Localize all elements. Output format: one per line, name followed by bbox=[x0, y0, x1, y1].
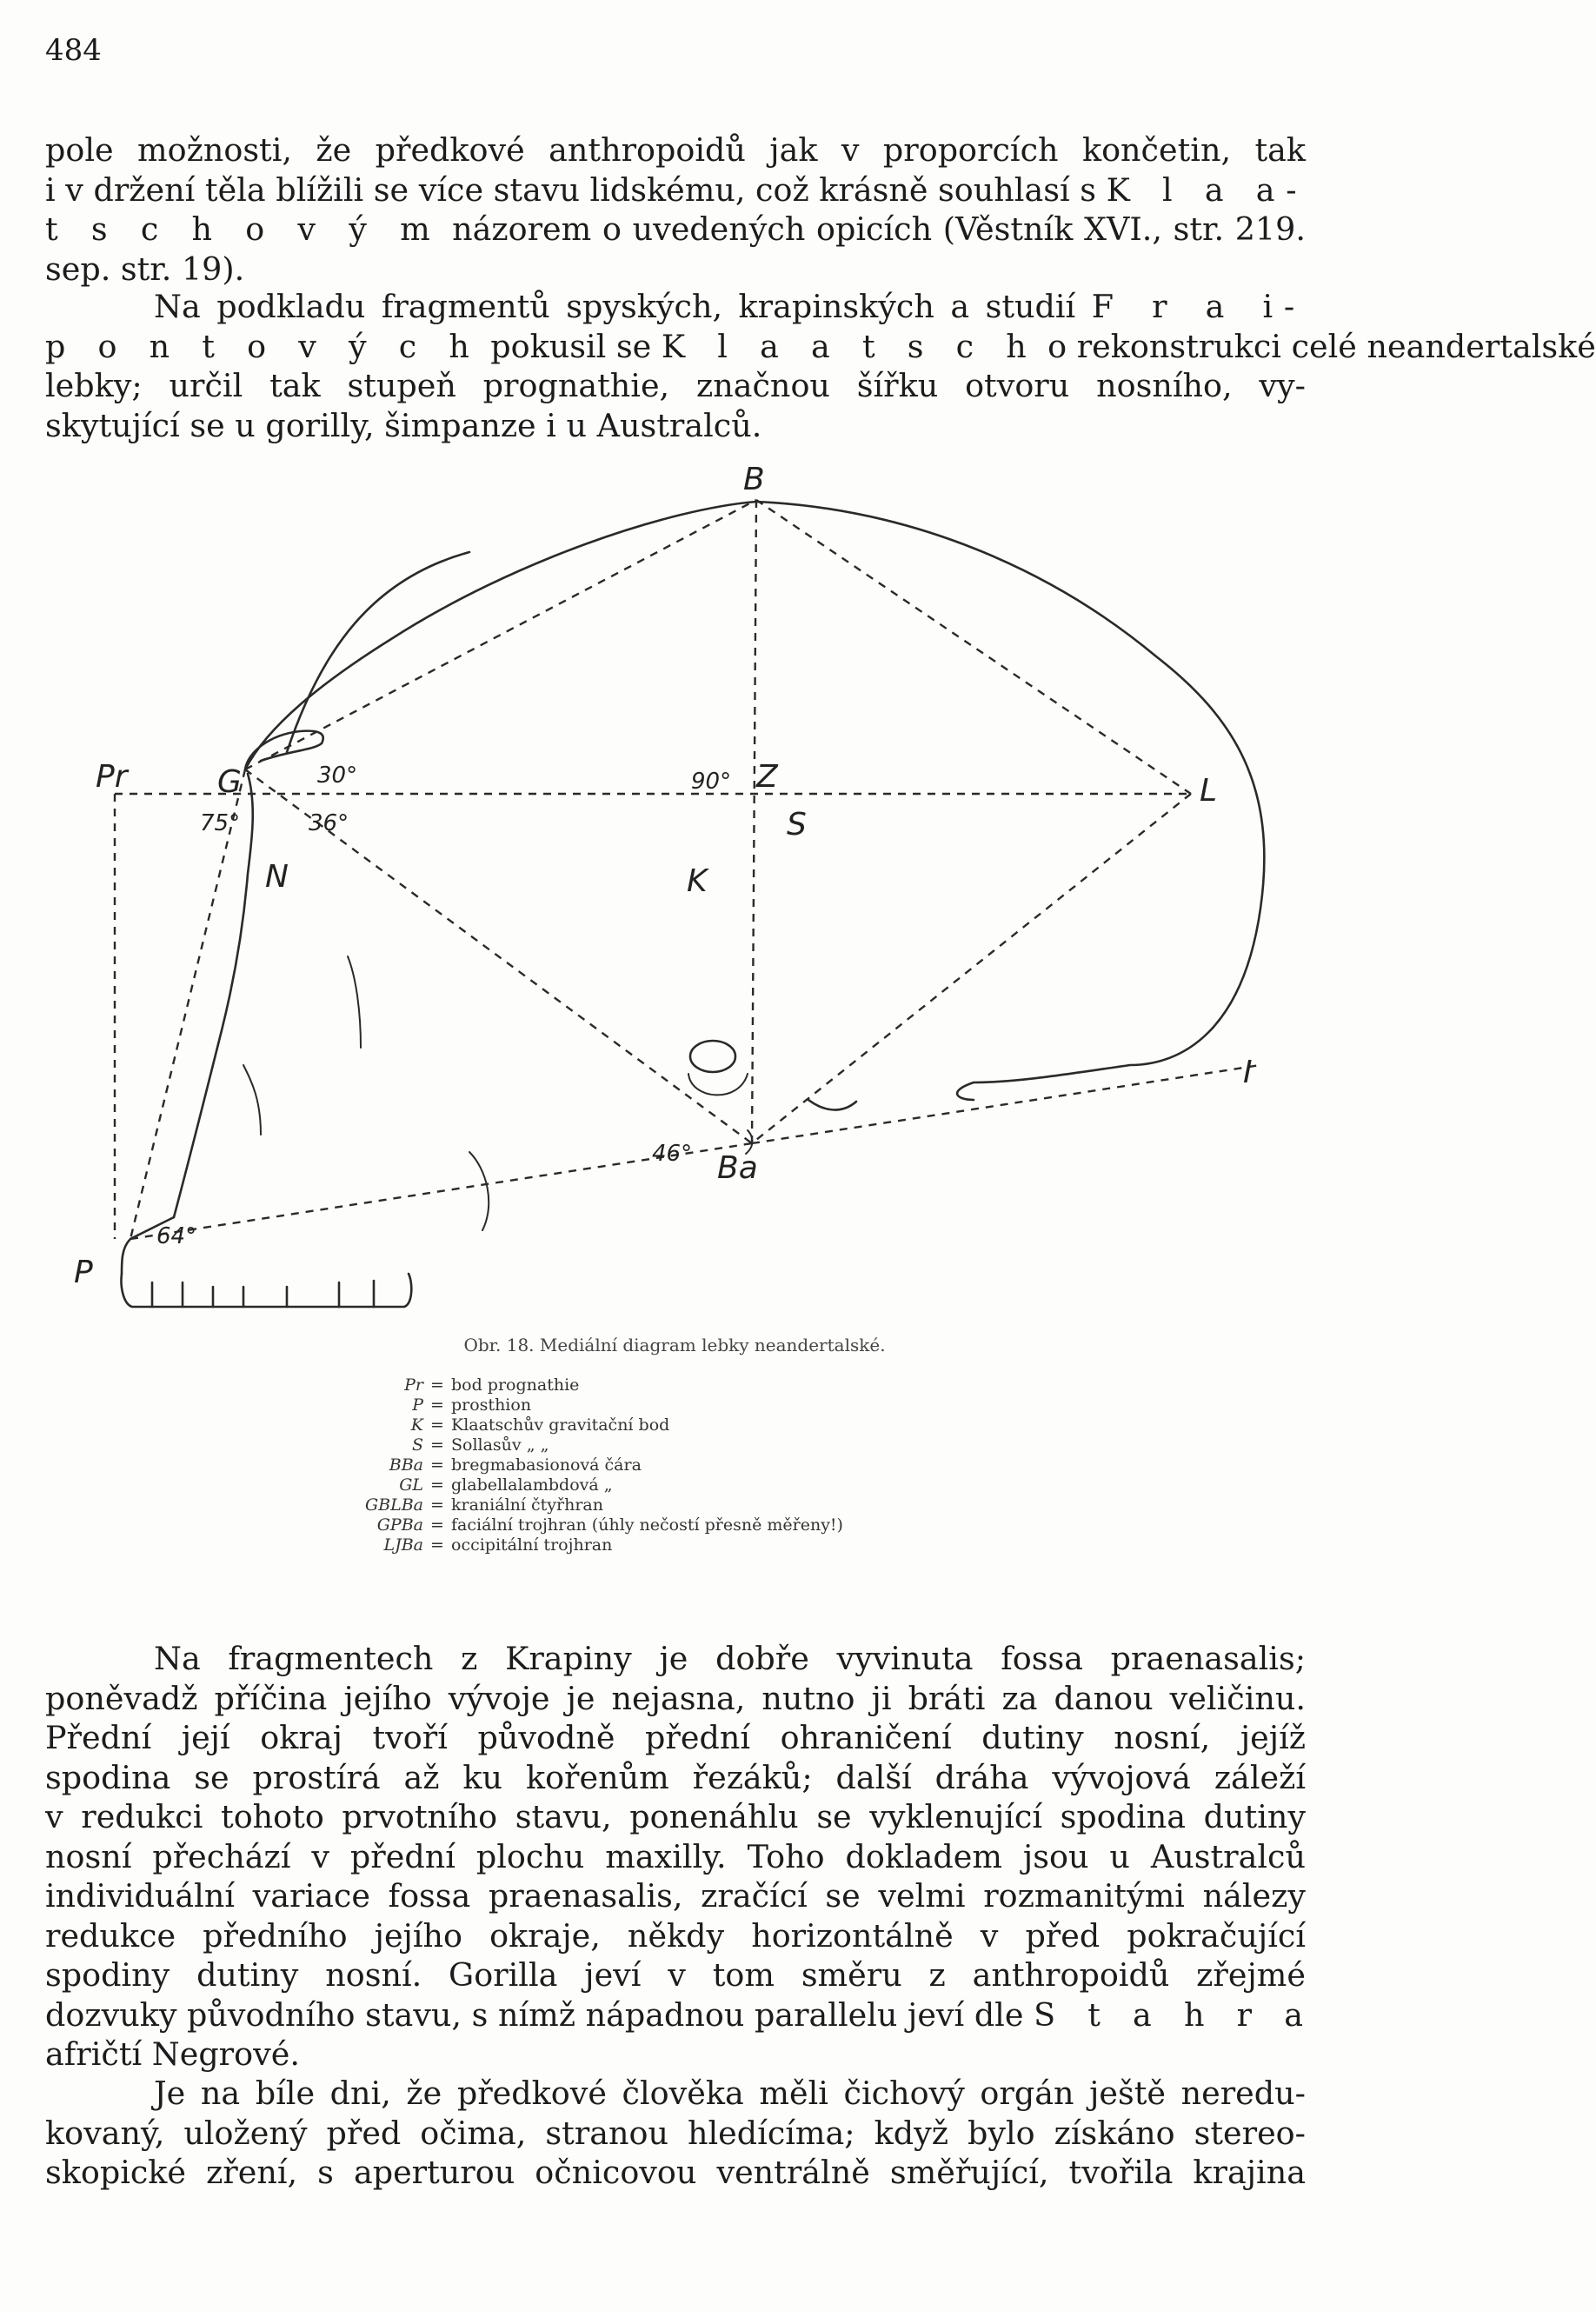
legend-row: S = Sollasův „ „ bbox=[411, 1435, 549, 1455]
label-B: B bbox=[743, 462, 765, 497]
author-name: p o n t o v ý c h bbox=[45, 327, 481, 365]
teeth-line bbox=[122, 1274, 412, 1307]
angle-90: 90° bbox=[691, 769, 732, 795]
angle-36: 36° bbox=[309, 810, 349, 836]
line-BaI bbox=[752, 1065, 1260, 1143]
author-name: K l a a t s c h bbox=[661, 327, 1038, 365]
line-GB bbox=[245, 500, 756, 769]
text-line: sep. str. 19). bbox=[45, 250, 245, 288]
text-line: poněvadž příčina jejího vývoje je nejasna, nutno ji bráti za danou veličinu. bbox=[45, 1679, 1306, 1717]
brow-ridge bbox=[245, 731, 323, 769]
text-line: individuální variace fossa praenasalis, zračící se velmi rozmanitými nálezy bbox=[45, 1877, 1306, 1915]
text-line: nosní přechází v přední plochu maxilly. Toho dokladem jsou u Australců bbox=[45, 1837, 1306, 1875]
angle-75: 75° bbox=[200, 810, 241, 836]
text-line: Na podkladu fragmentů spyských, krapinských a studií F r a i- bbox=[154, 288, 1306, 325]
text-line: redukce předního jejího okraje, někdy horizontálně v před pokračující bbox=[45, 1916, 1306, 1955]
text-line: lebky; určil tak stupeň prognathie, značnou šířku otvoru nosního, vy- bbox=[45, 367, 1306, 404]
label-S: S bbox=[787, 807, 807, 842]
label-Ba: Ba bbox=[717, 1150, 758, 1186]
ear-opening bbox=[690, 1041, 735, 1072]
ear-arc bbox=[688, 1074, 748, 1095]
author-name: K l a a- bbox=[1106, 170, 1308, 209]
page-number: 484 bbox=[45, 33, 102, 68]
paragraph-2 bbox=[45, 287, 1596, 445]
text-line: dozvuky původního stavu, s nímž nápadnou parallelu jeví dle S t a h r a bbox=[45, 1995, 1314, 2034]
line-LBa bbox=[752, 794, 1191, 1143]
label-N: N bbox=[265, 859, 289, 895]
text-line: p o n t o v ý c h pokusil se K l a a t s c h o rekonstrukci celé neandertalské bbox=[45, 327, 1596, 365]
orbit-curve bbox=[243, 1065, 261, 1135]
author-name: S t a h r a bbox=[1034, 1995, 1314, 2034]
figure-caption: Obr. 18. Mediální diagram lebky neandertalské. bbox=[463, 1335, 886, 1355]
label-P: P bbox=[74, 1255, 93, 1290]
text-line: skytující se u gorilly, šimpanze i u Australců. bbox=[45, 406, 762, 444]
text-line: i v držení těla blížili se více stavu lidskému, což krásně souhlasí s K l a a- bbox=[45, 170, 1308, 209]
face-profile bbox=[174, 774, 253, 1217]
text-line: afričtí Negrové. bbox=[45, 2035, 300, 2073]
line-BBa bbox=[752, 500, 756, 1143]
legend-row: GBLBa = kraniální čtyřhran bbox=[364, 1495, 603, 1515]
angle-46: 46° bbox=[652, 1141, 693, 1167]
label-K: K bbox=[687, 863, 708, 899]
legend-row: BBa = bregmabasionová čára bbox=[389, 1455, 642, 1475]
text-line: Přední její okraj tvoří původně přední ohraničení dutiny nosní, jejíž bbox=[45, 1719, 1306, 1756]
author-name: F r a i- bbox=[1091, 288, 1306, 325]
legend-row: LJBa = occipitální trojhran bbox=[383, 1535, 613, 1555]
label-G: G bbox=[217, 764, 242, 800]
occiput-curve bbox=[808, 1100, 856, 1110]
text-line: pole možnosti, že předkové anthropoidů jak v proporcích končetin, tak bbox=[45, 131, 1306, 169]
text-line: skopické zření, s aperturou očnicovou ventrálně směřující, tvořila krajina bbox=[45, 2154, 1306, 2191]
label-I: I bbox=[1243, 1055, 1253, 1090]
label-Z: Z bbox=[756, 759, 778, 795]
text-line: t s c h o v ý m názorem o uvedených opicích (Věstník XVI., str. 219. bbox=[45, 210, 1306, 248]
angle-64: 64° bbox=[156, 1223, 197, 1249]
legend-row: GPBa = faciální trojhran (úhly nečostí přesně měřeny!) bbox=[376, 1515, 843, 1535]
line-BL bbox=[756, 500, 1191, 794]
angle-30: 30° bbox=[317, 763, 358, 789]
teeth bbox=[152, 1281, 374, 1307]
text-line: Je na bíle dni, že předkové člověka měli čichový orgán ještě neredu- bbox=[154, 2075, 1306, 2112]
text-line: spodiny dutiny nosní. Gorilla jeví v tom směru z anthropoidů zřejmé bbox=[45, 1956, 1306, 1994]
text-line: v redukci tohoto prvotního stavu, ponenáhlu se vyklenující spodina dutiny bbox=[45, 1798, 1306, 1835]
paragraph-1 bbox=[45, 130, 1306, 289]
paragraph-4 bbox=[45, 2074, 1306, 2193]
mandible-curve bbox=[469, 1152, 489, 1230]
skull-diagram bbox=[61, 462, 1304, 1343]
legend-row: Pr = bod prognathie bbox=[404, 1375, 580, 1395]
figure-legend bbox=[343, 1375, 843, 1555]
label-Pr: Pr bbox=[96, 759, 128, 795]
legend-row: K = Klaatschův gravitační bod bbox=[410, 1415, 670, 1435]
text-line: kovaný, uložený před očima, stranou hledícíma; když bylo získáno stereo- bbox=[45, 2114, 1306, 2152]
label-L: L bbox=[1200, 773, 1218, 809]
inner-curve bbox=[287, 552, 469, 752]
author-name: t s c h o v ý m bbox=[45, 210, 442, 248]
text-line: spodina se prostírá až ku kořenům řezáků; další dráha vývojová záleží bbox=[45, 1758, 1306, 1796]
legend-row: P = prosthion bbox=[412, 1395, 532, 1415]
text-line: Na fragmentech z Krapiny je dobře vyvinuta fossa praenasalis; bbox=[154, 1640, 1306, 1677]
paragraph-3 bbox=[45, 1639, 1314, 2075]
legend-row: GL = glabellalambdová „ bbox=[399, 1475, 613, 1495]
cheek-curve bbox=[348, 956, 361, 1048]
